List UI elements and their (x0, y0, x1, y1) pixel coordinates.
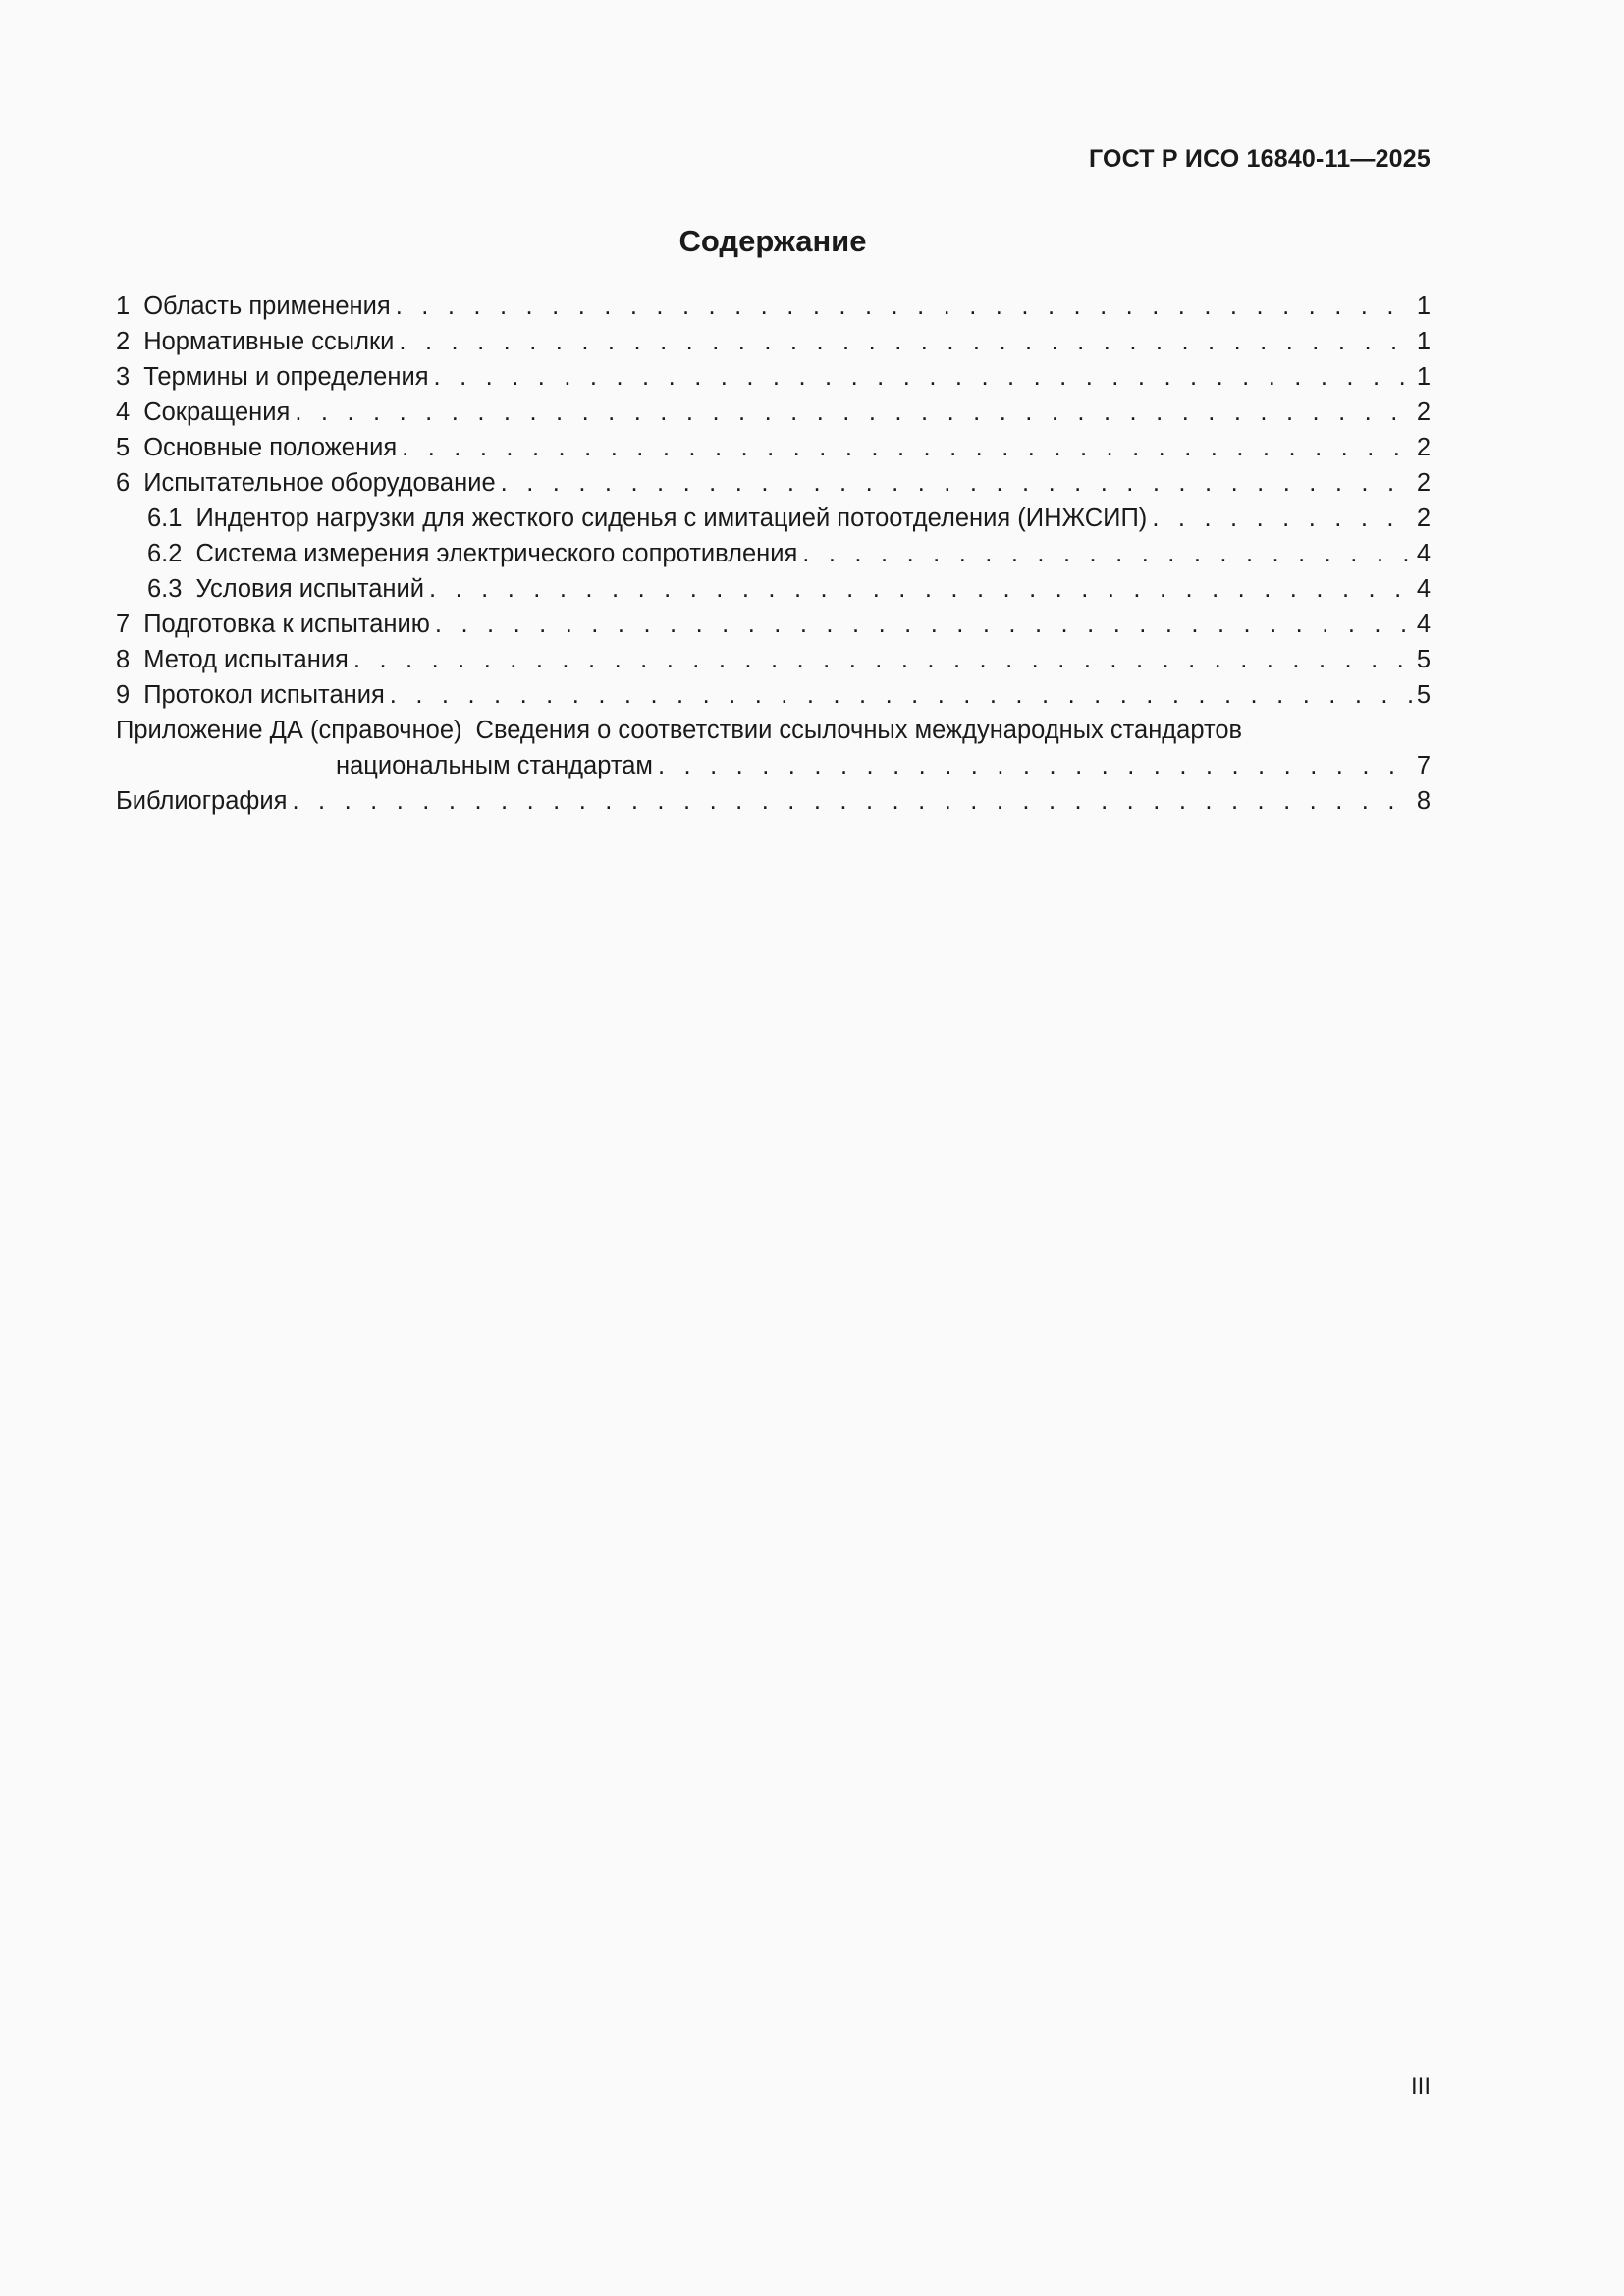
toc-item-number: 7 (116, 611, 131, 638)
toc-item-number: 3 (116, 363, 131, 391)
toc-leader-dots (287, 783, 1414, 819)
toc-item-label: Термины и определения (143, 363, 429, 391)
toc-item-page: 2 (1416, 399, 1431, 426)
toc-leader-dots (349, 642, 1415, 677)
toc-item-number: 6.2 (147, 540, 183, 567)
toc-item-page: 2 (1416, 434, 1431, 461)
toc-item-4[interactable] (116, 395, 1431, 430)
toc-item-page: 5 (1416, 681, 1431, 709)
toc-item-page: 7 (1416, 752, 1431, 779)
toc-item-number: 6 (116, 469, 131, 497)
toc-item-label: Область применения (143, 293, 391, 320)
toc-item-page: 8 (1416, 787, 1431, 815)
toc-leader-dots (653, 748, 1415, 783)
toc-annex-continuation[interactable] (116, 748, 1431, 783)
toc-item-9[interactable] (116, 677, 1431, 713)
toc-bibliography[interactable] (116, 783, 1431, 819)
toc-item-page: 2 (1416, 469, 1431, 497)
toc-leader-dots (394, 324, 1414, 359)
toc-leader-dots (290, 395, 1414, 430)
toc-annex-label-cont: национальным стандартам (336, 752, 653, 779)
page-number: III (1410, 2073, 1431, 2100)
toc-annex-label: Сведения о соответствии ссылочных международных стандартов (475, 717, 1243, 744)
toc-leader-dots (391, 289, 1415, 324)
toc-item-6-1[interactable] (116, 501, 1431, 536)
toc-annex-prefix: Приложение ДА (справочное) (116, 717, 462, 744)
toc-leader-dots (1147, 501, 1415, 536)
toc-leader-dots (397, 430, 1415, 465)
toc-item-page: 4 (1416, 575, 1431, 603)
toc-title: Содержание (678, 224, 867, 258)
toc-item-label: Протокол испытания (143, 681, 385, 709)
toc-item-label: Библиография (116, 787, 288, 815)
toc-item-page: 2 (1416, 505, 1431, 532)
toc-item-number: 6.1 (147, 505, 183, 532)
toc-item-1[interactable] (116, 289, 1431, 324)
toc-leader-dots (385, 677, 1415, 713)
toc-annex-heading[interactable] (116, 713, 1431, 748)
toc-item-7[interactable] (116, 607, 1431, 642)
toc-item-6-2[interactable] (116, 536, 1431, 571)
toc-item-number: 2 (116, 328, 131, 355)
toc-leader-dots (496, 465, 1415, 501)
toc-item-5[interactable] (116, 430, 1431, 465)
toc-item-label: Индентор нагрузки для жесткого сиденья с имитацией потоотделения (ИНЖСИП) (195, 505, 1148, 532)
toc-item-page: 1 (1416, 293, 1431, 320)
table-of-contents (116, 289, 1431, 819)
toc-item-label: Основные положения (143, 434, 398, 461)
toc-item-number: 5 (116, 434, 131, 461)
toc-item-page: 5 (1416, 646, 1431, 673)
toc-item-number: 4 (116, 399, 131, 426)
toc-item-page: 1 (1416, 328, 1431, 355)
toc-item-label: Система измерения электрического сопротивления (195, 540, 798, 567)
document-code: ГОСТ Р ИСО 16840-11—2025 (1088, 145, 1431, 173)
toc-item-page: 1 (1416, 363, 1431, 391)
toc-item-label: Испытательное оборудование (143, 469, 496, 497)
toc-item-number: 9 (116, 681, 131, 709)
toc-leader-dots (430, 607, 1415, 642)
toc-leader-dots (424, 571, 1415, 607)
toc-item-number: 1 (116, 293, 131, 320)
toc-item-label: Условия испытаний (195, 575, 425, 603)
toc-item-6[interactable] (116, 465, 1431, 501)
toc-item-3[interactable] (116, 359, 1431, 395)
toc-item-label: Метод испытания (143, 646, 349, 673)
toc-item-2[interactable] (116, 324, 1431, 359)
toc-item-page: 4 (1416, 540, 1431, 567)
toc-item-8[interactable] (116, 642, 1431, 677)
toc-item-label: Сокращения (143, 399, 291, 426)
toc-item-label: Нормативные ссылки (143, 328, 395, 355)
toc-item-6-3[interactable] (116, 571, 1431, 607)
toc-item-number: 6.3 (147, 575, 183, 603)
toc-item-page: 4 (1416, 611, 1431, 638)
toc-leader-dots (797, 536, 1415, 571)
toc-item-label: Подготовка к испытанию (143, 611, 430, 638)
toc-leader-dots (429, 359, 1415, 395)
toc-item-number: 8 (116, 646, 131, 673)
